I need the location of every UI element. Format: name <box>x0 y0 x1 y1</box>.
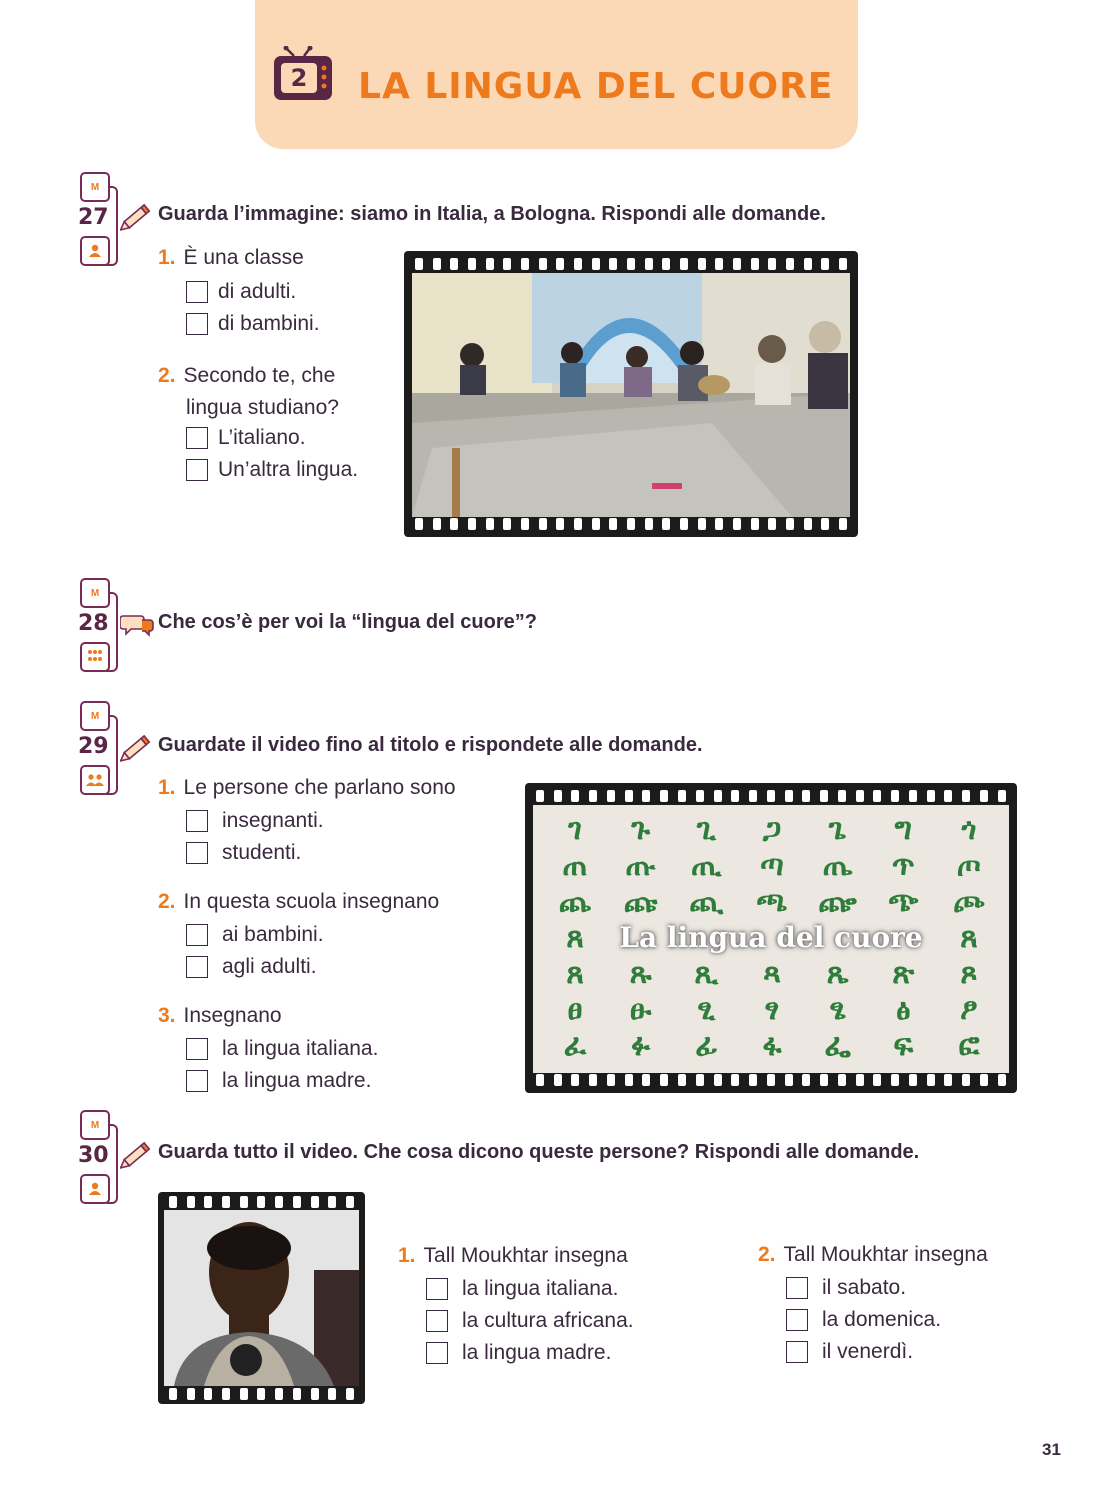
option[interactable]: ai bambini. <box>186 919 324 951</box>
film-hole <box>698 518 706 530</box>
film-hole <box>222 1196 230 1208</box>
video-still <box>533 805 1009 1073</box>
unit-number: 2 <box>290 64 308 92</box>
film-hole <box>749 1074 757 1086</box>
film-perforations <box>404 254 858 274</box>
ex30-question-2-options <box>786 1272 941 1368</box>
checkbox[interactable] <box>426 1342 448 1364</box>
film-hole <box>311 1388 319 1400</box>
exercise-number: 29 <box>78 734 109 759</box>
classroom-photo <box>412 273 850 517</box>
checkbox[interactable] <box>186 924 208 946</box>
option[interactable]: la cultura africana. <box>426 1305 634 1337</box>
ex30-question-2: 2. Tall Moukhtar insegna <box>758 1243 988 1266</box>
amharic-glyph: ጸ <box>566 919 584 955</box>
glyph-row <box>547 955 997 991</box>
amharic-glyph: ፄ <box>829 991 846 1027</box>
film-perforations <box>404 514 858 534</box>
amharic-glyph: ጋ <box>762 811 782 847</box>
classroom-photo-frame <box>404 251 858 537</box>
film-hole <box>346 1388 354 1400</box>
glyph-row <box>547 1027 997 1063</box>
film-hole <box>554 1074 562 1086</box>
option[interactable]: la lingua italiana. <box>186 1033 378 1065</box>
amharic-glyph: ጸ <box>960 919 978 955</box>
question-1: 1. È una classe <box>158 246 304 269</box>
glyph-row <box>547 811 997 847</box>
option[interactable]: di adulti. <box>186 276 320 308</box>
amharic-glyph: ፈ <box>563 1027 587 1063</box>
film-hole <box>678 1074 686 1086</box>
question-2-options <box>186 422 358 486</box>
film-hole <box>521 518 529 530</box>
film-hole <box>645 258 653 270</box>
amharic-glyph: ፅ <box>896 991 911 1027</box>
checkbox[interactable] <box>786 1309 808 1331</box>
film-hole <box>714 1074 722 1086</box>
amharic-glyph: ጫ <box>756 883 788 919</box>
pair-icon <box>80 765 110 795</box>
film-hole <box>187 1388 195 1400</box>
film-hole <box>927 790 935 802</box>
film-hole <box>839 258 847 270</box>
option[interactable]: di bambini. <box>186 308 320 340</box>
single-person-icon <box>80 236 110 266</box>
marker-letter-box: M <box>80 701 110 731</box>
film-hole <box>433 258 441 270</box>
question-3-options <box>186 1033 378 1097</box>
film-hole <box>627 518 635 530</box>
film-hole <box>574 258 582 270</box>
film-hole <box>187 1196 195 1208</box>
film-hole <box>715 258 723 270</box>
amharic-glyph: ጢ <box>691 847 722 883</box>
amharic-glyph: ፌ <box>824 1027 851 1063</box>
amharic-glyph: ጉ <box>631 811 651 847</box>
amharic-glyph: ፁ <box>629 991 652 1027</box>
film-hole <box>785 1074 793 1086</box>
film-hole <box>820 790 828 802</box>
film-hole <box>680 258 688 270</box>
film-hole <box>731 790 739 802</box>
checkbox[interactable] <box>186 427 208 449</box>
film-hole <box>275 1388 283 1400</box>
film-hole <box>625 790 633 802</box>
film-hole <box>944 790 952 802</box>
film-hole <box>627 258 635 270</box>
film-hole <box>909 790 917 802</box>
amharic-glyph: ጭ <box>888 883 919 919</box>
film-hole <box>715 518 723 530</box>
film-hole <box>856 790 864 802</box>
exercise-29-instruction: Guardate il video fino al titolo e rispondete alle domande. <box>158 734 703 756</box>
ex30-question-1: 1. Tall Moukhtar insegna <box>398 1244 628 1267</box>
film-hole <box>768 518 776 530</box>
film-hole <box>539 518 547 530</box>
exercise-30-instruction: Guarda tutto il video. Che cosa dicono queste persone? Rispondi alle domande. <box>158 1141 920 1163</box>
film-hole <box>536 790 544 802</box>
film-hole <box>592 258 600 270</box>
film-perforations <box>525 1070 1017 1090</box>
question-1-options <box>186 805 324 869</box>
film-hole <box>909 1074 917 1086</box>
film-hole <box>554 790 562 802</box>
pencil-icon <box>120 734 152 767</box>
exercise-number: 30 <box>78 1143 109 1168</box>
film-hole <box>838 1074 846 1086</box>
film-hole <box>521 258 529 270</box>
film-hole <box>696 790 704 802</box>
film-hole <box>804 518 812 530</box>
speech-bubbles-icon <box>120 612 154 643</box>
amharic-glyph: ፂ <box>697 991 716 1027</box>
option[interactable]: il venerdì. <box>786 1336 941 1368</box>
pencil-icon <box>120 203 152 236</box>
film-hole <box>696 1074 704 1086</box>
film-hole <box>962 1074 970 1086</box>
amharic-glyph: ጎ <box>961 811 977 847</box>
film-hole <box>786 518 794 530</box>
film-hole <box>714 790 722 802</box>
checkbox[interactable] <box>186 956 208 978</box>
checkbox[interactable] <box>426 1278 448 1300</box>
film-hole <box>607 790 615 802</box>
option[interactable]: insegnanti. <box>186 805 324 837</box>
amharic-glyph: ጻ <box>762 955 781 991</box>
option[interactable]: la domenica. <box>786 1304 941 1336</box>
amharic-glyph: ጼ <box>826 955 849 991</box>
exercise-number: 28 <box>78 611 109 636</box>
film-hole <box>839 518 847 530</box>
portrait-photo <box>164 1210 359 1386</box>
amharic-glyph: ፆ <box>960 991 978 1027</box>
checkbox[interactable] <box>186 810 208 832</box>
film-hole <box>503 258 511 270</box>
film-hole <box>169 1196 177 1208</box>
checkbox[interactable] <box>426 1310 448 1332</box>
checkbox[interactable] <box>186 313 208 335</box>
ex30-question-1-options <box>426 1273 634 1369</box>
film-hole <box>856 1074 864 1086</box>
film-hole <box>240 1388 248 1400</box>
amharic-glyph: ፋ <box>762 1027 782 1063</box>
checkbox[interactable] <box>186 459 208 481</box>
amharic-glyph: ፊ <box>695 1027 718 1063</box>
film-hole <box>275 1196 283 1208</box>
film-hole <box>980 1074 988 1086</box>
film-hole <box>204 1388 212 1400</box>
amharic-glyph: ጹ <box>629 955 652 991</box>
amharic-glyph: ጊ <box>696 811 716 847</box>
glyph-row <box>547 847 997 883</box>
pencil-icon <box>120 1141 152 1174</box>
film-hole <box>998 790 1006 802</box>
marker-letter-box: M <box>80 172 110 202</box>
film-hole <box>785 790 793 802</box>
film-hole <box>293 1196 301 1208</box>
film-hole <box>751 258 759 270</box>
amharic-glyph: ጮ <box>953 883 985 919</box>
video-caption: La lingua del cuore <box>619 921 923 954</box>
film-hole <box>820 1074 828 1086</box>
question-2: 2. In questa scuola insegnano <box>158 890 440 913</box>
film-hole <box>660 790 668 802</box>
film-hole <box>571 790 579 802</box>
amharic-glyph: ጡ <box>625 847 656 883</box>
marker-letter-box: M <box>80 1110 110 1140</box>
film-hole <box>944 1074 952 1086</box>
film-hole <box>998 1074 1006 1086</box>
film-hole <box>293 1388 301 1400</box>
option[interactable]: la lingua italiana. <box>426 1273 634 1305</box>
film-hole <box>645 518 653 530</box>
amharic-glyph: ጸ <box>566 955 584 991</box>
amharic-glyph: ጨ <box>558 883 592 919</box>
film-hole <box>468 518 476 530</box>
question-1-options <box>186 276 320 340</box>
film-hole <box>802 790 810 802</box>
option[interactable]: agli adulti. <box>186 951 324 983</box>
film-hole <box>751 518 759 530</box>
question-1: 1. Le persone che parlano sono <box>158 776 456 799</box>
film-hole <box>802 1074 810 1086</box>
film-hole <box>328 1388 336 1400</box>
film-hole <box>311 1196 319 1208</box>
film-hole <box>589 1074 597 1086</box>
exercise-28-instruction: Che cos’è per voi la “lingua del cuore”? <box>158 611 537 633</box>
film-hole <box>536 1074 544 1086</box>
film-hole <box>733 258 741 270</box>
amharic-glyph: ጦ <box>956 847 981 883</box>
glyph-row <box>547 883 997 919</box>
amharic-glyph: ጾ <box>960 955 978 991</box>
option[interactable]: L’italiano. <box>186 422 358 454</box>
amharic-glyph: ግ <box>894 811 912 847</box>
film-hole <box>662 518 670 530</box>
question-2: 2. Secondo te, che lingua studiano? <box>158 364 339 419</box>
film-hole <box>768 258 776 270</box>
question-2-options <box>186 919 324 983</box>
film-hole <box>786 258 794 270</box>
film-hole <box>804 258 812 270</box>
amharic-glyph: ጩ <box>623 883 658 919</box>
film-hole <box>962 790 970 802</box>
single-person-icon <box>80 1174 110 1204</box>
film-hole <box>838 790 846 802</box>
film-hole <box>503 518 511 530</box>
film-hole <box>642 790 650 802</box>
amharic-glyph: ፃ <box>764 991 780 1027</box>
film-hole <box>678 790 686 802</box>
film-perforations <box>158 1194 365 1210</box>
film-hole <box>222 1388 230 1400</box>
film-hole <box>556 258 564 270</box>
film-hole <box>556 518 564 530</box>
amharic-glyph: ፉ <box>631 1027 651 1063</box>
option[interactable]: la lingua madre. <box>186 1065 378 1097</box>
film-hole <box>328 1196 336 1208</box>
option[interactable]: il sabato. <box>786 1272 941 1304</box>
film-hole <box>257 1196 265 1208</box>
glyph-row <box>547 991 997 1027</box>
exercise-number: 27 <box>78 205 109 230</box>
film-hole <box>980 790 988 802</box>
film-hole <box>204 1196 212 1208</box>
film-hole <box>749 790 757 802</box>
film-hole <box>609 518 617 530</box>
film-hole <box>767 790 775 802</box>
amharic-glyph: ጤ <box>822 847 853 883</box>
marker-letter-box: M <box>80 578 110 608</box>
option[interactable]: Un’altra lingua. <box>186 454 358 486</box>
film-hole <box>346 1196 354 1208</box>
film-hole <box>589 790 597 802</box>
amharic-glyph: ጠ <box>562 847 588 883</box>
film-hole <box>821 258 829 270</box>
question-3: 3. Insegnano <box>158 1004 282 1027</box>
film-hole <box>607 1074 615 1086</box>
film-hole <box>592 518 600 530</box>
amharic-glyph: ፎ <box>958 1027 980 1063</box>
film-hole <box>767 1074 775 1086</box>
film-hole <box>415 518 423 530</box>
group-icon <box>80 642 110 672</box>
checkbox[interactable] <box>186 281 208 303</box>
checkbox[interactable] <box>786 1277 808 1299</box>
amharic-glyph: ጬ <box>818 883 857 919</box>
film-hole <box>240 1196 248 1208</box>
film-perforations <box>158 1386 365 1402</box>
amharic-glyph: ጺ <box>694 955 719 991</box>
film-hole <box>468 258 476 270</box>
film-hole <box>891 1074 899 1086</box>
amharic-glyph: ጣ <box>760 847 784 883</box>
portrait-photo-frame <box>158 1192 365 1404</box>
film-hole <box>486 258 494 270</box>
film-hole <box>539 258 547 270</box>
film-hole <box>662 258 670 270</box>
film-hole <box>873 1074 881 1086</box>
video-title-frame <box>525 783 1017 1093</box>
film-hole <box>609 258 617 270</box>
film-perforations <box>525 786 1017 806</box>
film-hole <box>486 518 494 530</box>
page-number: 31 <box>1042 1440 1061 1459</box>
film-hole <box>450 258 458 270</box>
film-hole <box>574 518 582 530</box>
option[interactable]: studenti. <box>186 837 324 869</box>
amharic-glyph: ጥ <box>891 847 915 883</box>
film-hole <box>169 1388 177 1400</box>
film-hole <box>257 1388 265 1400</box>
film-hole <box>433 518 441 530</box>
checkbox[interactable] <box>786 1341 808 1363</box>
film-hole <box>698 258 706 270</box>
film-hole <box>415 258 423 270</box>
amharic-glyph: ጌ <box>828 811 847 847</box>
film-hole <box>625 1074 633 1086</box>
film-hole <box>450 518 458 530</box>
film-hole <box>642 1074 650 1086</box>
film-hole <box>680 518 688 530</box>
checkbox[interactable] <box>186 842 208 864</box>
film-hole <box>733 518 741 530</box>
option[interactable]: la lingua madre. <box>426 1337 634 1369</box>
checkbox[interactable] <box>186 1038 208 1060</box>
exercise-27-instruction: Guarda l’immagine: siamo in Italia, a Bologna. Rispondi alle domande. <box>158 203 826 225</box>
amharic-glyph: ፀ <box>567 991 583 1027</box>
film-hole <box>821 518 829 530</box>
page-title: LA LINGUA DEL CUORE <box>358 66 834 107</box>
film-hole <box>660 1074 668 1086</box>
film-hole <box>891 790 899 802</box>
amharic-glyph: ጽ <box>892 955 915 991</box>
amharic-glyph: ገ <box>568 811 582 847</box>
amharic-glyph: ጪ <box>689 883 724 919</box>
film-hole <box>731 1074 739 1086</box>
checkbox[interactable] <box>186 1070 208 1092</box>
film-hole <box>927 1074 935 1086</box>
film-hole <box>571 1074 579 1086</box>
amharic-glyph: ፍ <box>893 1027 914 1063</box>
film-hole <box>873 790 881 802</box>
